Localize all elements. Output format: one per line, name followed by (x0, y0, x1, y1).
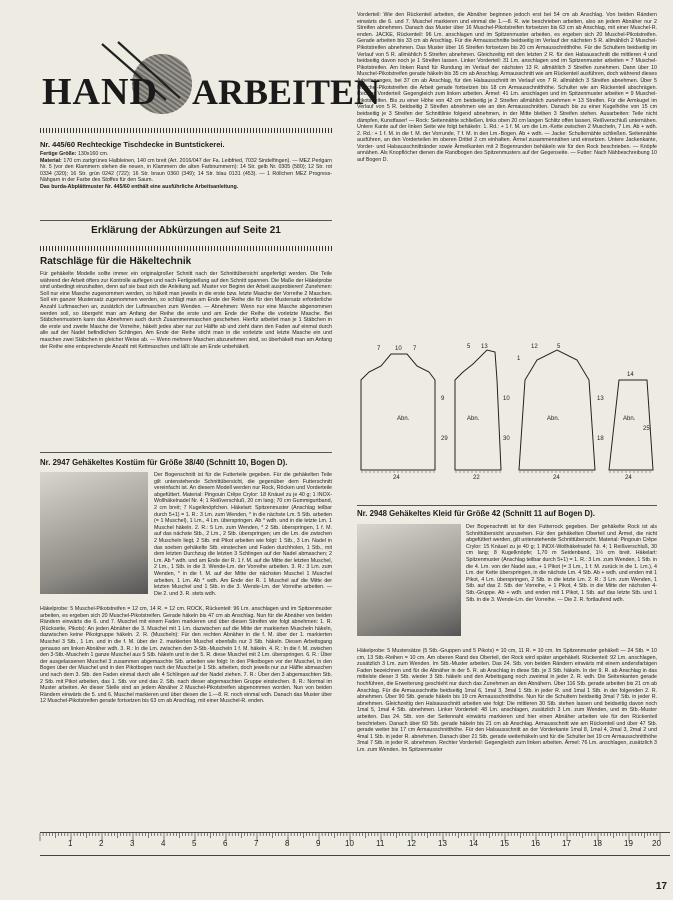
article-2948-title: Nr. 2948 Gehäkeltes Kleid für Größe 42 (Schnitt 11 auf Bogen D). (357, 509, 595, 518)
diagram-label: 22 (473, 475, 480, 481)
diagram-label: Abn. (547, 416, 560, 422)
ruler-number: 12 (407, 839, 416, 848)
ruler-number: 14 (469, 839, 478, 848)
diagram-label: Abn. (397, 416, 410, 422)
yarn-ball-logo-graphic (40, 42, 381, 130)
article-2948 (357, 509, 657, 518)
diagram-label: 25 (643, 426, 650, 432)
divider (40, 452, 332, 453)
diagram-label: 13 (481, 344, 488, 350)
logo-label (40, 41, 42, 42)
article-2947 (40, 458, 332, 470)
diagram-label: 24 (625, 475, 632, 481)
diagram-label: 24 (553, 475, 560, 481)
logo-text: HAND (42, 71, 158, 113)
article-445 (40, 140, 332, 191)
diagram-label: 1 (517, 356, 521, 362)
ruler-number: 8 (285, 839, 290, 848)
diagram-label: Abn. (467, 416, 480, 422)
article-2947-intro (154, 472, 332, 597)
ruler-number: 4 (161, 839, 166, 848)
ruler-number: 13 (438, 839, 447, 848)
ruler-number: 20 (652, 839, 661, 848)
ruler-number: 5 (192, 839, 197, 848)
decorative-hatch (40, 246, 332, 251)
diagram-label: 18 (597, 436, 604, 442)
decorative-hatch (40, 128, 332, 133)
diagram-label: 5 (467, 344, 471, 350)
article-2947-title: Nr. 2947 Gehäkeltes Kostüm für Größe 38/40 (Schnitt 10, Bogen D). (40, 458, 288, 467)
right-column-text: Vorderteil: Wie den Rückenteil arbeiten, die Abnäher beginnen jedoch erst bei 54 cm ab Anschlag. Von beiden Rändern einwärts die 6. und 7. Muschel markieren und einmal die 1.—8. R. wie beschrieben arbeiten, also an jedem Abnäher nur 2 Streifen abnehmen. Danach das Muster über 16 Muschel-Pikotstreifen fortsetzen bis 63 cm ab Anschlag, mit einer Muschel-R. enden. JACKE, Rückenteil: 96 Lm. anschlagen und im Spitzenmuster arbeiten, es ergeben sich 20 Muschel-Pikotstreifen. Gerade arbeiten bis 33 cm ab Anschlag. Für die Armausschnitte beidseitig im Verlauf der nächsten 5 R. allmählich 2 Muschel-Pikotstreifen abnehmen. Das Muster über 16 Streifen fortsetzen bis 20 cm Armausschnitthöhe. Für die Schultern beidseitig im Verlauf von 5 R. allmählich 5 Streifen abnehmen. Gleichzeitig mit den letzten 2 R. für den Halsausschnitt die mittleren 4 und beidseitig davon noch je 1 Streifen lassen. Linker Vorderteil: 31 Lm. anschlagen und im Spitzenmuster arbeiten = 7 Muschel-Pikotstreifen. Am linken Rand für Rundung im Verlauf der nächsten 13 R. allmählich 3 Streifen zunehmen. Dann über 10 Muschel-Pikotstreifen gerade häkeln bis 35 cm ab Anschlag. Armausschnitt wie am Rückenteil ausführen, doch während dieses Arbeitsganges, bei 37 cm ab Anschlag, für den Halsausschnitt im Verlauf von 7 R. allmählich 3 Streifen abnehmen. Über 5 Muschel-Pikotstreifen die Arbeit gerade fortsetzen bis 18 cm Armausschnitthöhe. Schulter wie am Rückenteil abschrägen. Rechter Vorderteil: Gegengleich zum linken arbeiten. Ärmel: 41 Lm. anschlagen und im Spitzenmuster arbeiten = 9 Muschel-Pikotstreifen. Bis zu einer Höhe von 42 cm beidseitig je 2 Streifen allmählich zunehmen = 13 Streifen. Für die Armkugel im Verlauf von 5 R. beidseitig 2 Streifen abnehmen wie an den Armausschnitten. Danach bis zu einer Kugelhöhe von 15 cm beidseitig je 3 Streifen der Schnittlinie folgend abnehmen, in der Mitte bleiben 3 Streifen stehen. Ausarbeiten: Teile nicht dämpfen, Kunstfaser! — Rock: Seitennähte schließen, links oben 20 cm langen Schlitz offen lassen, Reißverschluß unternähen. Untere Kante auf der linken Seite wie folgt behäkeln: 1. Rd.: + 1 f. M. um die Lm.-Kette zwischen 2 Muscheln, 7 Lm. Ab + wdh. 2. Rd.: + 1 f. M. in die f. M. der Vorrunde, 7 f. M. in den Lm.-Bogen. Ab + wdh. — Jacke: Schulternähte schließen. Seitennähte ausführen, an den Vorderteilen im oberen Drittel 2 cm einhalten. Ärmel zusammennähen und einsetzen. Untere Jackenkante, Vorder- und Halsausschnittränder sowie Ärmelkanten mit 2 Bogenrunden behäkeln wie für den Rock beschrieben. — Knöpfe annähen. Als Knopflöcher dienen die Randbogen des Spitzenmusters auf der Gegenseite. — Futter: Nach Nähbeschreibung 10 auf Bogen D. (357, 12, 657, 164)
diagram-label: 24 (393, 475, 400, 481)
svg-text:ARBEITEN: ARBEITEN (192, 72, 381, 112)
ruler-ticks (40, 833, 670, 855)
diagram-label: Abn. (623, 416, 636, 422)
right-column-instructions (357, 12, 657, 164)
abbrev-heading: Erklärung der Abkürzungen auf Seite 21 (91, 225, 281, 236)
ruler-number: 16 (531, 839, 540, 848)
ruler-number: 19 (624, 839, 633, 848)
diagram-label: 10 (503, 396, 510, 402)
tips-title: Ratschläge für die Häkeltechnik (40, 256, 192, 267)
article-2947-body (40, 606, 332, 705)
article-445-title: Nr. 445/60 Rechteckige Tischdecke in Buntstickerei. (40, 140, 225, 149)
ruler-number: 6 (223, 839, 228, 848)
ruler-number: 10 (345, 839, 354, 848)
page-number: 17 (655, 881, 667, 892)
article-445-size: Fertige Größe: 130x160 cm. (40, 151, 109, 157)
article-2948-body (357, 648, 657, 754)
tips-section (40, 256, 332, 350)
diagram-label: 30 (503, 436, 510, 442)
article-2948-intro (466, 524, 657, 603)
ruler-number: 18 (593, 839, 602, 848)
diagram-label: 13 (597, 396, 604, 402)
article-445-note: Das burda-Abplättmuster Nr. 445/60 enthält eine ausführliche Arbeitsanleitung. (40, 183, 239, 190)
centimeter-ruler (40, 832, 670, 856)
ruler-number: 9 (316, 839, 321, 848)
divider (40, 220, 332, 221)
diagram-label: 14 (627, 372, 634, 378)
diagram-label: 7 (413, 346, 417, 352)
diagram-label: 29 (441, 436, 448, 442)
handarbeiten-logo (40, 42, 381, 130)
article-445-material: Material: 170 cm zartgrünes Halbleinen, 140 cm breit (Art. 2016/047 der Fa. Leibfried, 7032 Sindelfingen). — MEZ Perlgarn Nr. 5 (vor den Klammern stehen die neuen, in Klammern die alten Farbnummern): 14 Str. gelb Nr. 0305 (580); 12 Str. rot 0334 (320); 16 Str. grün 0242 (722); 16 Str. braun 0360 (349); 14 Str. blau 0131 (453). — 1 Röllchen MEZ Progress-Nähgarn in der Farbe des Stoffes für den Saum. (40, 157, 332, 184)
ruler-number: 11 (376, 839, 385, 848)
ruler-number: 15 (500, 839, 509, 848)
pattern-diagram (357, 340, 657, 480)
ruler-number: 2 (99, 839, 104, 848)
ruler-number: 7 (254, 839, 259, 848)
divider (357, 505, 657, 506)
tips-text: Für gehäkelte Modelle sollte immer ein originalgroßer Schnitt nach der Schnittübersicht angefertigt werden. Die Teile während der Arbeit öfters zur Kontrolle auflegen und nach Fertigstellung auf den Schnitt spannen. Die Maße der Häkelprobe sind unbedingt einzuhalten, denn auf sie baut sich die Anleitung auf. Muster vor Beginn der Arbeit ausprobieren! Zunehmen: Soll nur eine Masche zugenommen werden, so häkelt man jeweils in die erste bzw. letzte Masche der Vorreihe 2 Maschen. Soll ein ganzer Mustersatz zugenommen werden, so schlägt man am Ende der Reihe die für den Mustersatz erforderliche Anzahl Luftmaschen an, zusätzlich der Luftmaschen zum Wenden. — Abnehmen: Wenn nur eine Masche abgenommen werden soll, so übergeht man am Anfang der Reihe die erste und am Ende der Reihe die vorletzte Masche. Bei Stäbchenmustern kann das Abnehmen auch durch Zusammenmaschen geschehen. Hierfür arbeitet man je 1 Stäbchen in die erste und zweite Masche der Vorreihe, häkelt jedes aber nur zur Hälfte ab und zieht dann den Faden auf einmal durch alle auf der Nadel befindlichen Schlingen. Am Ende der Reihe sticht man in die vorletzte und letzte Masche ein und maschen zwei Stäbchen in gleicher Weise ab. — Wenn mehrere Maschen abzunehmen sind, so überhäkelt man am Anfang der Reihe eine entsprechende Anzahl mit Kettmaschen und läßt sie am Ende unbehäkelt. (40, 271, 332, 350)
ruler-number: 3 (130, 839, 135, 848)
diagram-label: 7 (377, 346, 381, 352)
article-2948-text-intro: Der Bogenschnitt ist für den Futterrock gegeben. Der gehäkelte Rock ist als Schnittübersicht anzusehen. Für den gehäkelten Oberteil und Ärmel, die nicht abgefüttert werden, gilt untenstehende Schnittübersicht. Material: Pingouin Crêpe Crylor: 15 Knäuel zu je 40 g; 1 INOX-Wollhäkelnadel Nr. 4; 1 Reißverschluß, 30 cm lang; 8 Kugelknöpfe; 1,70 m Seidenband, 1½ cm breit. Häkelart: Spitzenmuster (Anschlag teilbar durch 5+1) = 1. R.: 3 Lm. zum Wenden, 1 Stb. in die 4. Lm. von der Nadel aus, + 1 Pikot (= 3 Lm., 1 f. M. zurück in die 1. Lm.), 4 Lm. der Kette überspringen, in die nächste Lm. 4 Stb. Ab + wdh. und enden mit 1 Pikot, 4 Lm. überspringen, 2 Stb. in die letzte Lm. 2. R.: 3 Lm. zum Wenden, 1 Stb. auf das 2. Stb. der Vorreihe, + 1 Pikot, 4 Stb. in die Mitte der nächsten 4-Stb.-Gruppe. Ab + wdh. und enden mit 1 Pikot, 1 Stb. auf das letzte Stb. und 1 Stb. in die 3. Wende-Lm. der Vorreihe. — Die 2. R. fortlaufend wdh. (466, 524, 657, 603)
ruler-number: 1 (68, 839, 73, 848)
abbrev-note (40, 225, 332, 236)
model-photo-2947 (40, 472, 148, 594)
diagram-label: 12 (531, 344, 538, 350)
article-2947-text-top: Der Bogenschnitt ist für die Futterteile gegeben. Für die gehäkelten Teile gilt untenstehende Schnittübersicht, die gegenüber dem Futterschnitt vereinfacht ist. An diesem Modell werden nur Rock, Röcken und Vorderteile abgefüttert. Material: Pingouin Crêpe Crylor: 18 Knäuel zu je 40 g; 1 INOX-Wollhäkelnadel Nr. 4; 1 Reißverschluß, 20 cm lang; 70 cm Gummigurtband, 2 cm breit; 7 Kugelknöpfchen. Häkelart: Spitzenmuster (Anschlag teilbar durch 5+1) = 1. R.: 3 Lm. zum Wenden, * in die nächste Lm. 5 Stb. arbeiten (= 1 Muschel), 1 Lm., 4 Lm. überspringen. Ab * wdh. und in die letzte Lm. 1 Muschel häkeln. 2. R.: 5 Lm. zum Wenden, * 2 Stb. überspringen, 1 f. M. auf das nächste Stb., 2 Lm., 2 Stb. überspringen; um die Lm. die zwischen 2 Muscheln liegt, 2 Stb. mit Pikot arbeiten wie folgt: 1 Stb., 3 Lm. Nadel in das soeben gehäkelte Stb. einstechen und Faden durchholen, 1 Stb., mit dem letzten Durchzug die letzten 3 Schlingen auf der Nadel abmaschen; 2 Lm. Ab * wdh. und am Ende der R. 1 f. M. auf die Mitte der letzten Muschel, 2 Lm., 1 Stb. in die 3. Wende-Lm. der Vorreihe arbeiten. 3. R.: 3 Lm. zum Wenden, * in die f. M. auf der Mitte der nächsten Muschel 1 Muschel arbeiten, 1 Lm. Ab * wdh. Am Ende der R. 1 Muschel auf die Mitte der letzten Muschel und 1 Stb. in die 3. Wende-Lm. der Vorreihe arbeiten. — Die 2. und 3. R. stets wdh. (154, 472, 332, 597)
article-2948-text-body: Häkelprobe: 5 Mustersätze (5 Stb.-Gruppen und 5 Pikots) = 10 cm, 11 R. = 10 cm. Im Spitzenmuster gehäkelt — 24 Stb. = 10 cm, 13 Stb.-Reihen = 10 cm. Am oberen Rand des Oberteil, der Rock wird später angehäkelt. Rückenteil: 92 Lm. anschlagen, zusätzlich 3 Lm. zum Wenden. Im Stb.-Muster arbeiten. Das 24. Stb. von beiden Rändern einwärts mit einem andersfarbigen Faden bezeichnen und für die Abnäher in der 5. R. ab Anschlag in diese Stb. je 3 Stb. häkeln. In der 9. R. ab Anschlag in das mittelste dieser 3 Stb. wieder 3 Stb. häkeln und den Arbeitsgang noch zweimal in jeder 2. R. wdh. Die Seitenkanten gerade hochführen, die Erweiterung geschieht nur durch das Zunehmen an den Abnähern. Über 116 Stb. gerade arbeiten bis 21 cm ab Anschlag. Für die Armausschnitte beidseitig 1mal 6, 1mal 3, 3mal 1 Stb. in jeder R. und 1mal 1 Stb. in der folgenden 2. R. abnehmen. Über 90 Stb. gerade häkeln bis 19 cm Armausschnitthöhe. Nun für die Schultern beidseitig 3mal 7 Stb. in jeder R. abnehmen. Gleichzeitig den Halsausschnitt arbeiten wie folgt: Die mittleren 30 Stb. stehen lassen und beidseitig davon noch 1mal 5, 1mal 4 Stb. abnehmen. Linker Vorderteil: 48 Lm. anschlagen, zusätzlich 3 Lm. zum Wenden, und im Stb.-Muster arbeiten. Das 24. Stb. von der Seitennaht einwärts markieren und hier einen Abnäher arbeiten wie für den Rückenteil beschrieben. Danach über 60 Stb. gerade häkeln bis 21 cm ab Anschlag. Armausschnitt wie am Rückenteil und über 47 Stb. gerade weiter bis 17 cm Armausschnitthöhe. Für den Halsausschnitt an der Vorderkante 1mal 8, 1mal 4, 2mal 3, 2mal 2 und 4mal 1 Stb. in jeder R. abnehmen. Danach über 21 Stb. gerade weiterhäkeln und für die Schulter bei 19 cm Armausschnitthöhe 3mal 7 Stb. in jeder R. abnehmen. Rechter Vorderteil: Gegengleich zum linken arbeiten. Ärmel: 76 Lm. anschlagen, zusätzlich 3 Lm. zum Wenden. Im Spitzenmuster (357, 648, 657, 753)
article-2947-text-bottom: Häkelprobe: 5 Muschel-Pikotstreifen = 12 cm, 14 R. = 12 cm. ROCK, Rückenteil: 96 Lm. anschlagen und im Spitzenmuster arbeiten, es ergeben sich 20 Muschel-Pikotstreifen. Gerade häkeln bis 47 cm ab Anschlag. Nun für die Abnäher von beiden Rändern einwärts die 6. und 7. Muschel mit einem Faden markieren und über diesen Streifen wie folgt abnehmen: 1. R. (Rückseite, Pikots): An jeden Abnäher die 3. Muschel mit 1 Lm. dazwischen auf die Mitte der markierten Muscheln häkeln, dazwischen keine Pikotgruppe häkeln. 2. R. (Muscheln): Für den rechten Abnäher in die f. M. über der 1. markierten Muschel 3 Stb., 1 Lm. und in die f. M. über der 2. markierten Muschel ebenfalls nur 3 Stb. häkeln. Diesen Arbeitsgang genauso am linken Abnäher wdh. 3. R.: In die Lm. zwischen den 3-Stb.-Muscheln 1 f. M. häkeln. 4. R.: In die f. M. zwischen den 3-Stb.-Muscheln 1 ganze Muschel aus 5 Stb. häkeln und in der 5. R. diese Muschel mit 2 Lm. überspringen. 6. R.: Über der ausgelassenen Muschel 3 zusammen abgemaschte Stb. arbeiten wie folgt: In den Pikotbogen vor der Muschel, in den Bogen über der Muschel und in den Pikotbogen nach der Muschel je 1 Stb. arbeiten, doch jeweils nur zur Hälfte abmaschen und nach dem 3. Stb. den Faden einmal durch alle 4 Schlingen auf der Nadel ziehen. 7. R.: Über den 3 abgemaschten Stb. 2 Stb. mit Pikot arbeiten, das 1. Stb. vor und das 2. Stb. nach dieser abgemaschten Gruppe einstechen. 8. R.: Normal im Muster arbeiten. An dieser Stelle sind an jedem Abnäher 2 Muschel-Pikotstreifen abgenommen worden. Nun von beiden Rändern einwärts die 5. und 6. Muschel markieren und über diesen die 1.—8. R. noch einmal wdh. Danach das Muster über 12 Muschel-Pikotstreifen gerade fortsetzen bis 63 cm ab Anschlag, mit einer Muschel-R. enden. (40, 606, 332, 705)
diagram-label: 9 (441, 396, 445, 402)
pattern-schematic (357, 340, 657, 480)
diagram-label: 5 (557, 344, 561, 350)
diagram-label: 10 (395, 346, 402, 352)
ruler-number: 17 (562, 839, 571, 848)
model-photo-2948 (357, 524, 461, 636)
